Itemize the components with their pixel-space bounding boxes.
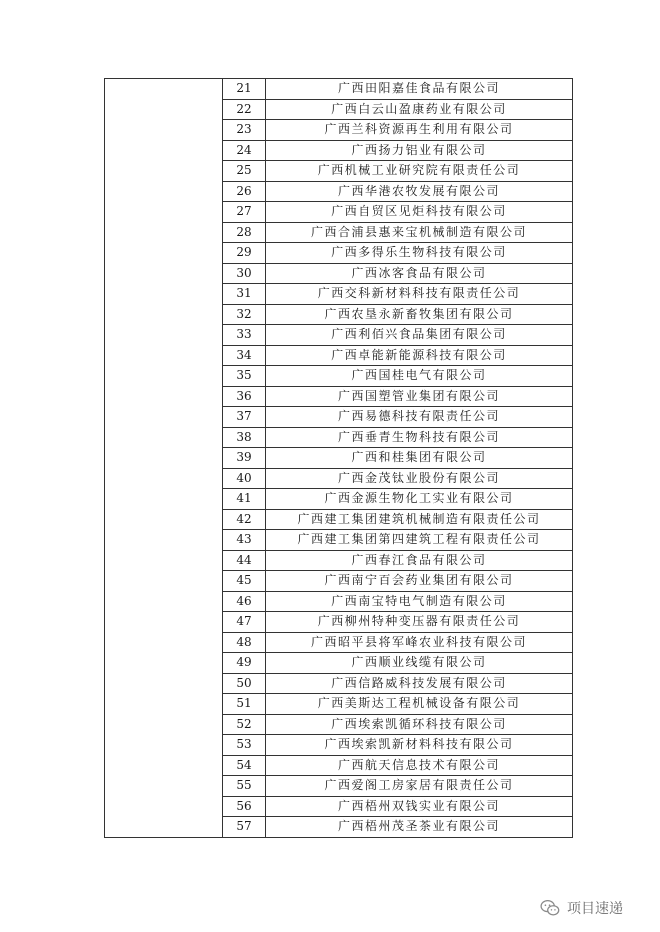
row-number: 39 <box>223 448 266 469</box>
company-name: 广西埃索凯循环科技有限公司 <box>266 714 573 735</box>
row-number: 54 <box>223 755 266 776</box>
row-number: 26 <box>223 181 266 202</box>
company-name: 广西交科新材料科技有限责任公司 <box>266 284 573 305</box>
company-name: 广西金源生物化工实业有限公司 <box>266 489 573 510</box>
row-number: 44 <box>223 550 266 571</box>
row-number: 37 <box>223 407 266 428</box>
row-number: 25 <box>223 161 266 182</box>
company-name: 广西合浦县惠来宝机械制造有限公司 <box>266 222 573 243</box>
row-number: 40 <box>223 468 266 489</box>
company-name: 广西梧州茂圣茶业有限公司 <box>266 817 573 838</box>
watermark-text: 项目速递 <box>567 901 623 917</box>
row-number: 35 <box>223 366 266 387</box>
row-number: 43 <box>223 530 266 551</box>
company-name: 广西兰科资源再生利用有限公司 <box>266 120 573 141</box>
row-number: 45 <box>223 571 266 592</box>
company-list-body <box>105 79 573 838</box>
row-number: 34 <box>223 345 266 366</box>
row-number: 27 <box>223 202 266 223</box>
company-name: 广西建工集团第四建筑工程有限责任公司 <box>266 530 573 551</box>
company-name: 广西和桂集团有限公司 <box>266 448 573 469</box>
row-number: 32 <box>223 304 266 325</box>
watermark <box>539 896 623 920</box>
company-name: 广西机械工业研究院有限责任公司 <box>266 161 573 182</box>
row-number: 33 <box>223 325 266 346</box>
company-name: 广西埃索凯新材料科技有限公司 <box>266 735 573 756</box>
wechat-icon <box>539 897 561 919</box>
company-name: 广西柳州特种变压器有限责任公司 <box>266 612 573 633</box>
row-number: 24 <box>223 140 266 161</box>
category-cell <box>105 79 223 838</box>
row-number: 22 <box>223 99 266 120</box>
row-number: 55 <box>223 776 266 797</box>
row-number: 56 <box>223 796 266 817</box>
company-name: 广西南宁百会药业集团有限公司 <box>266 571 573 592</box>
company-name: 广西自贸区见炬科技有限公司 <box>266 202 573 223</box>
company-name: 广西美斯达工程机械设备有限公司 <box>266 694 573 715</box>
company-name: 广西冰客食品有限公司 <box>266 263 573 284</box>
row-number: 47 <box>223 612 266 633</box>
company-name: 广西顺业线缆有限公司 <box>266 653 573 674</box>
row-number: 21 <box>223 79 266 100</box>
company-name: 广西卓能新能源科技有限公司 <box>266 345 573 366</box>
company-name: 广西垂青生物科技有限公司 <box>266 427 573 448</box>
row-number: 46 <box>223 591 266 612</box>
row-number: 51 <box>223 694 266 715</box>
company-name: 广西南宝特电气制造有限公司 <box>266 591 573 612</box>
company-name: 广西扬力铝业有限公司 <box>266 140 573 161</box>
company-name: 广西易德科技有限责任公司 <box>266 407 573 428</box>
company-name: 广西梧州双钱实业有限公司 <box>266 796 573 817</box>
row-number: 48 <box>223 632 266 653</box>
row-number: 28 <box>223 222 266 243</box>
company-name: 广西金茂钛业股份有限公司 <box>266 468 573 489</box>
company-name: 广西春江食品有限公司 <box>266 550 573 571</box>
company-name: 广西爱阁工房家居有限责任公司 <box>266 776 573 797</box>
row-number: 52 <box>223 714 266 735</box>
row-number: 23 <box>223 120 266 141</box>
company-name: 广西农垦永新畜牧集团有限公司 <box>266 304 573 325</box>
row-number: 31 <box>223 284 266 305</box>
company-name: 广西信路威科技发展有限公司 <box>266 673 573 694</box>
row-number: 49 <box>223 653 266 674</box>
row-number: 38 <box>223 427 266 448</box>
row-number: 57 <box>223 817 266 838</box>
row-number: 41 <box>223 489 266 510</box>
company-name: 广西航天信息技术有限公司 <box>266 755 573 776</box>
company-name: 广西国塑管业集团有限公司 <box>266 386 573 407</box>
row-number: 36 <box>223 386 266 407</box>
company-name: 广西田阳嘉佳食品有限公司 <box>266 79 573 100</box>
company-name: 广西昭平县将军峰农业科技有限公司 <box>266 632 573 653</box>
company-name: 广西建工集团建筑机械制造有限责任公司 <box>266 509 573 530</box>
row-number: 30 <box>223 263 266 284</box>
table-row <box>105 79 573 100</box>
row-number: 50 <box>223 673 266 694</box>
company-name: 广西华港农牧发展有限公司 <box>266 181 573 202</box>
company-name: 广西国桂电气有限公司 <box>266 366 573 387</box>
row-number: 29 <box>223 243 266 264</box>
company-name: 广西多得乐生物科技有限公司 <box>266 243 573 264</box>
row-number: 42 <box>223 509 266 530</box>
company-list-table <box>104 78 573 838</box>
row-number: 53 <box>223 735 266 756</box>
company-name: 广西利佰兴食品集团有限公司 <box>266 325 573 346</box>
company-name: 广西白云山盈康药业有限公司 <box>266 99 573 120</box>
